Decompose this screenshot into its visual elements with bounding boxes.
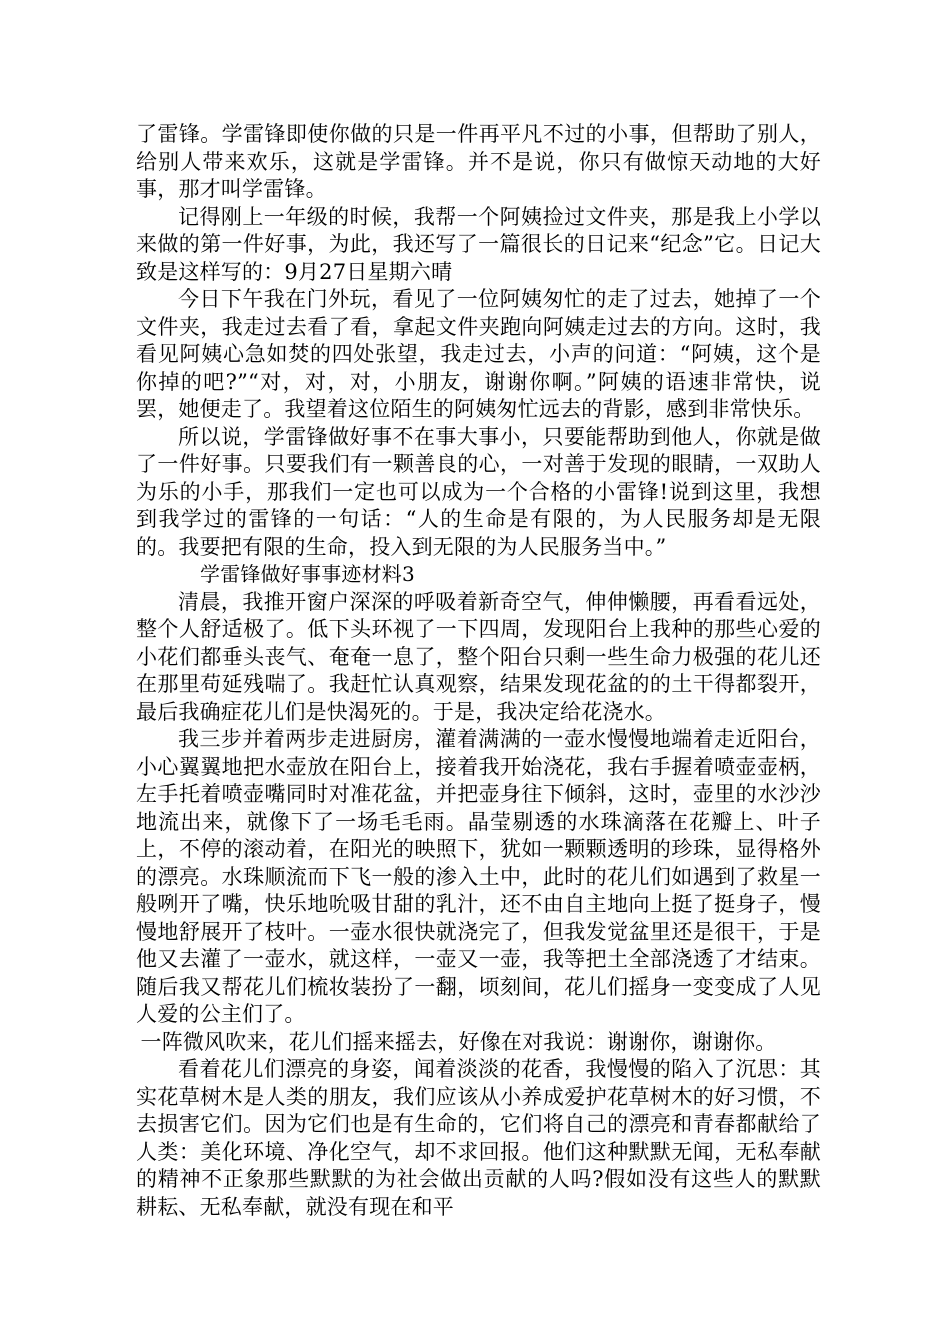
paragraph-4: 所以说，学雷锋做好事不在事大事小，只要能帮助到他人，你就是做了一件好事。只要我们有一颗善良的心，一对善于发现的眼睛，一双助人为乐的小手，那我们一定也可以成为一个合格的小雷锋!说到这里，我想到我学过的雷锋的一句话：“人的生命是有限的，为人民服务却是无限的。我要把有限的生命，投入到无限的为人民服务当中。” <box>136 424 821 559</box>
paragraph-7: 一阵微风吹来，花儿们摇来摇去，好像在对我说：谢谢你，谢谢你。 <box>140 1029 777 1054</box>
section-heading: 学雷锋做好事事迹材料3 <box>200 562 415 586</box>
paragraph-1: 了雷锋。学雷锋即使你做的只是一件再平凡不过的小事，但帮助了别人，给别人带来欢乐，这就是学雷锋。并不是说，你只有做惊天动地的大好事，那才叫学雷锋。 <box>136 122 821 201</box>
paragraph-2: 记得刚上一年级的时候，我帮一个阿姨捡过文件夹，那是我上小学以来做的第一件好事，为此，我还写了一篇很长的日记来“纪念”它。日记大致是这样写的：9月27日星期六晴 <box>136 204 821 284</box>
paragraph-5: 清晨，我推开窗户深深的呼吸着新奇空气，伸伸懒腰，再看看远处，整个人舒适极了。低下头环视了一下四周，发现阳台上我种的那些心爱的小花们都垂头丧气、奄奄一息了，整个阳台只剩一些生命力极强的花儿还在那里苟延残喘了。我赶忙认真观察，结果发现花盆的的土干得都裂开，最后我确症花儿们是快渴死的。于是，我决定给花浇水。 <box>136 589 821 724</box>
document-body <box>136 121 821 1221</box>
paragraph-8: 看着花儿们漂亮的身姿，闻着淡淡的花香，我慢慢的陷入了沉思：其实花草树木是人类的朋友，我们应该从小养成爱护花草树木的好习惯，不去损害它们。因为它们也是有生命的，它们将自己的漂亮和青春都献给了人类：美化环境、净化空气，却不求回报。他们这种默默无闻，无私奉献的精神不正象那些默默的为社会做出贡献的人吗?假如没有这些人的默默耕耘、无私奉献，就没有现在和平 <box>136 1057 821 1219</box>
paragraph-3: 今日下午我在门外玩，看见了一位阿姨匆忙的走了过去，她掉了一个文件夹，我走过去看了看，拿起文件夹跑向阿姨走过去的方向。这时，我看见阿姨心急如焚的四处张望，我走过去，小声的问道：“阿姨，这个是你掉的吧?”“对，对，对，小朋友，谢谢你啊。”阿姨的语速非常快，说罢，她便走了。我望着这位陌生的阿姨匆忙远去的背影，感到非常快乐。 <box>136 287 821 421</box>
paragraph-6: 我三步并着两步走进厨房，灌着满满的一壶水慢慢地端着走近阳台，小心翼翼地把水壶放在阳台上，接着我开始浇花，我右手握着喷壶壶柄，左手托着喷壶嘴同时对准花盆，并把壶身往下倾斜，这时，壶里的水沙沙地流出来，就像下了一场毛毛雨。晶莹剔透的水珠滴落在花瓣上、叶子上，不停的滚动着，在阳光的映照下，犹如一颗颗透明的珍珠，显得格外的漂亮。水珠顺流而下飞一般的渗入土中，此时的花儿们如遇到了救星一般咧开了嘴，快乐地吮吸甘甜的乳汁，还不由自主地向上挺了挺身子，慢慢地舒展开了枝叶。一壶水很快就浇完了，但我发觉盆里还是很干，于是他又去灌了一壶水，就这样，一壶又一壶，我等把土全部浇透了才结束。随后我又帮花儿们梳妆装扮了一翻，顷刻间，花儿们摇身一变变成了人见人爱的公主们了。 <box>136 727 821 1026</box>
